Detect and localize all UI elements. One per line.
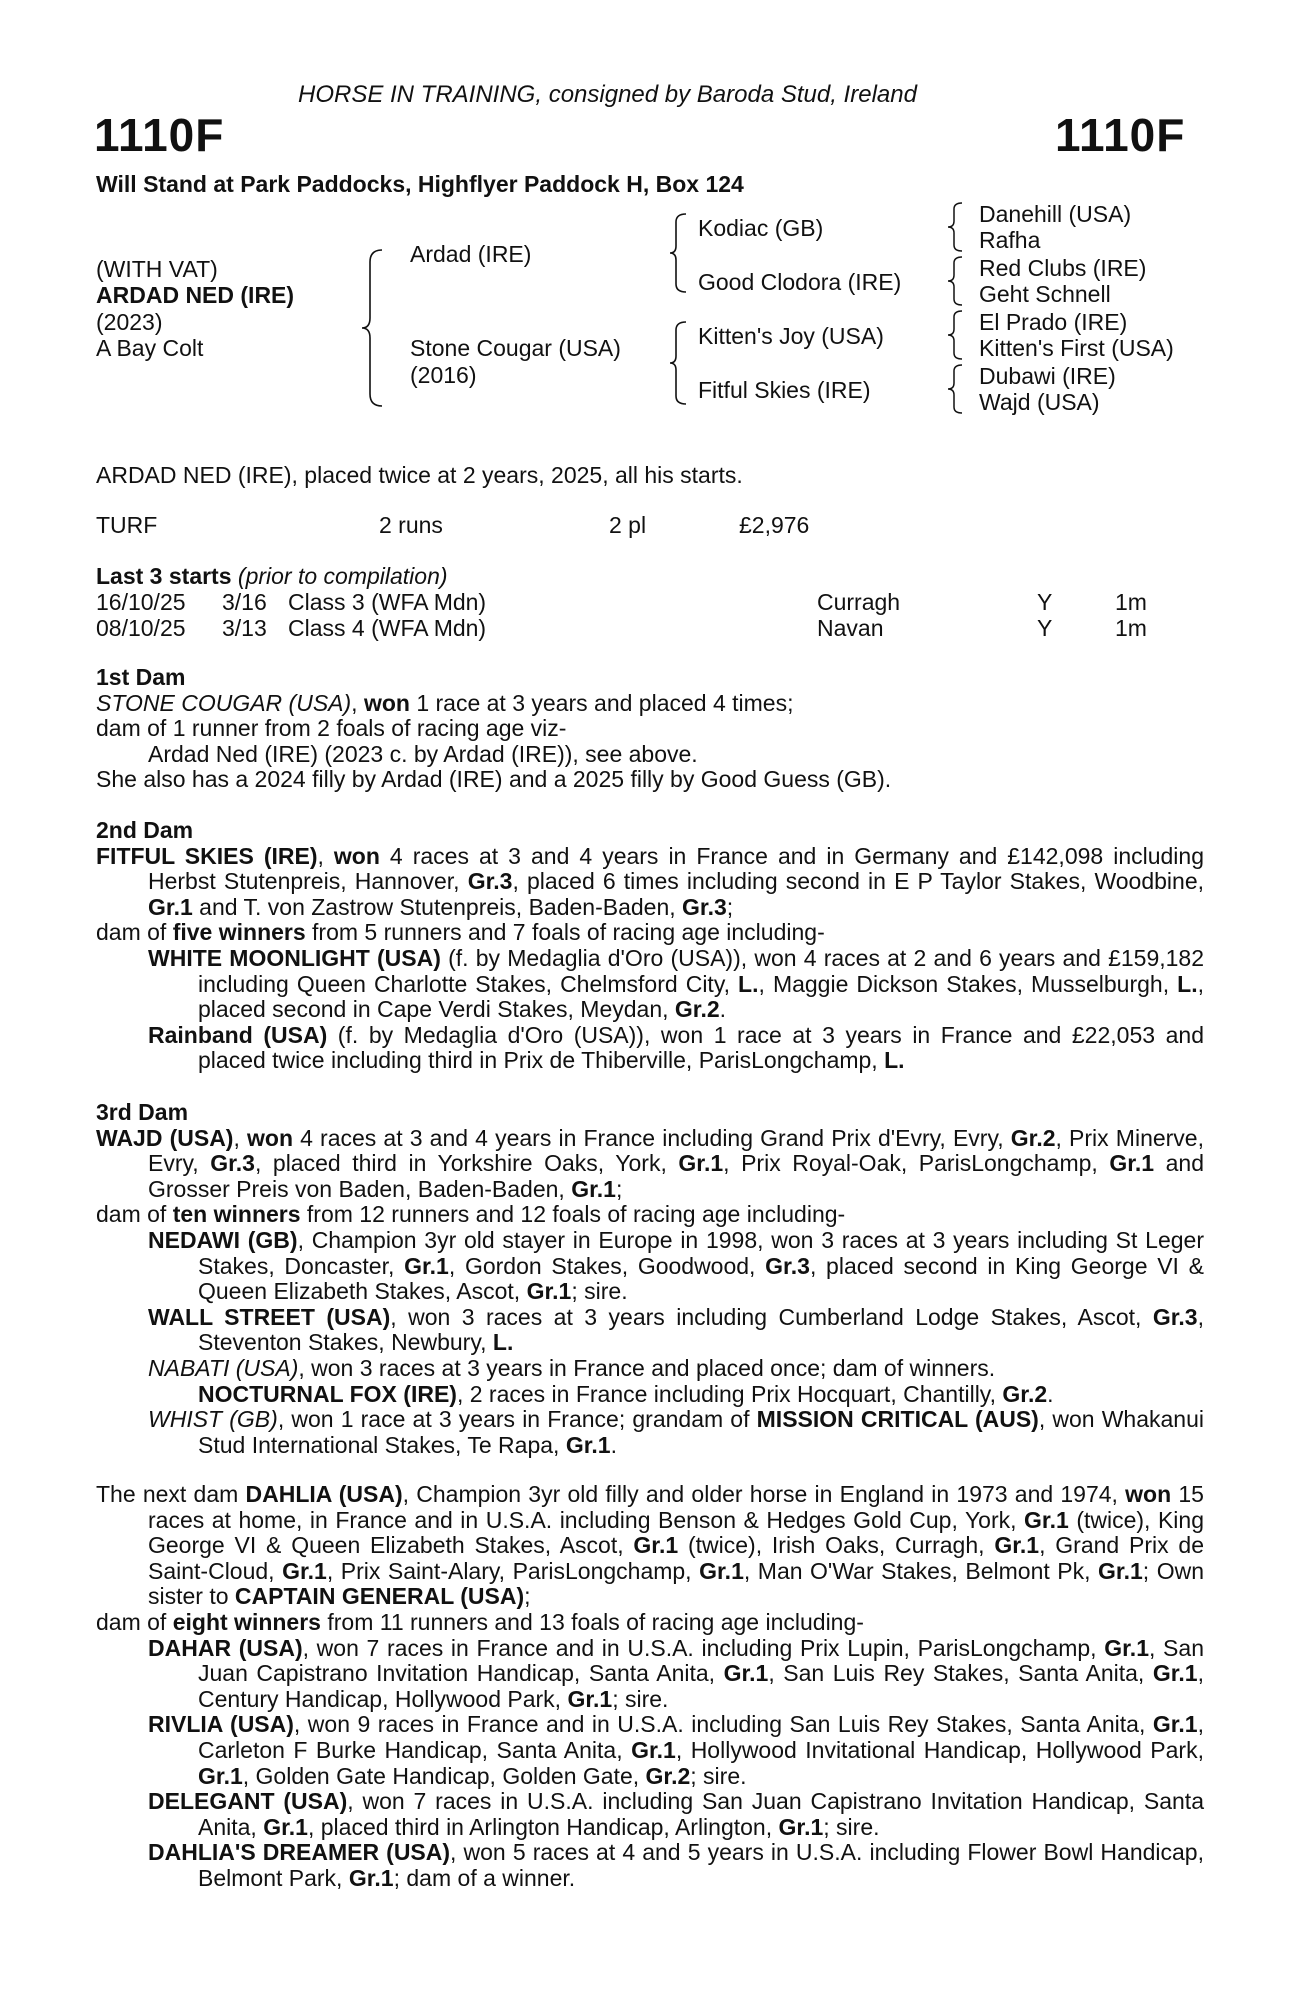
grade: Gr.1 [198,1762,243,1789]
grade: Gr.1 [567,1685,613,1712]
text: , Century Handicap, Hollywood Park, [198,1660,1204,1712]
first-dam-heading: 1st Dam [96,664,186,690]
text: , [233,1124,247,1151]
first-dam-record: 1 race at 3 years and placed 4 times; [409,689,794,716]
text: , placed second in King George VI & Queen Elizabeth Stakes, Ascot, [198,1252,1204,1305]
text: , placed third in Yorkshire Oaks, York, [254,1150,679,1177]
lot-number-right: 1110F [1055,109,1186,161]
pedigree-sire-dam: Good Clodora (IRE) [698,269,902,295]
next-dam-produce-1 [96,1636,1204,1713]
grade: Gr.2 [1002,1380,1048,1407]
third-dam-para [96,1126,1204,1203]
pedigree-g3-7: Dubawi (IRE) [979,363,1116,389]
pedigree-dam: Stone Cougar (USA) [410,335,621,361]
start-distance: 1m [1115,589,1147,615]
text: (twice), Irish Oaks, Curragh, [678,1532,995,1559]
pedigree-dam-dam: Fitful Skies (IRE) [698,377,871,403]
vat-label: (WITH VAT) [96,256,218,282]
text: ; sire. [690,1762,747,1789]
grade: Gr.3 [210,1150,255,1177]
start-class: Class 3 (WFA Mdn) [288,589,487,615]
start-position: 3/16 [222,589,267,615]
pedigree-sire: Ardad (IRE) [410,241,532,267]
grade: Gr.1 [633,1532,679,1559]
grade: L. [884,1047,905,1074]
grade: Gr.1 [571,1175,616,1202]
third-dam-heading: 3rd Dam [96,1099,189,1125]
text: from 12 runners and 12 foals of racing age including- [300,1201,846,1228]
grade: Gr.3 [467,868,513,895]
start-distance: 1m [1115,614,1147,641]
record-placed: 2 pl [609,512,647,538]
grade: Gr.1 [1152,1660,1198,1687]
grade: Gr.1 [678,1150,724,1177]
text: 4 races at 3 and 4 years in France including Grand Prix d'Evry, Evry, [293,1124,1011,1151]
last-starts-heading [96,564,448,590]
produce-name: WHIST (GB) [148,1406,278,1433]
next-dam-section [96,1482,1204,1892]
start-class: Class 4 (WFA Mdn) [288,614,487,641]
start-flag: Y [1037,614,1053,641]
third-dam-produce-4 [96,1407,1204,1458]
grade: Gr.1 [1104,1634,1149,1661]
race-summary: ARDAD NED (IRE), placed twice at 2 years, 2025, all his starts. [96,462,743,488]
produce-name: DAHAR (USA) [148,1634,303,1661]
text: , placed second in Cape Verdi Stakes, Meydan, [198,970,1204,1023]
text: , won 3 races at 3 years including Cumberland Lodge Stakes, Ascot, [390,1303,1153,1330]
grade: Gr.1 [631,1736,676,1763]
horse-name: ARDAD NED (IRE) [96,282,295,308]
grade: L. [1177,970,1198,997]
horse-year: (2023) [96,309,163,335]
dam-name: WAJD (USA) [96,1124,234,1151]
winners-count: eight winners [172,1608,321,1635]
text: (twice), King George VI & Queen Elizabeth Stakes, Ascot, [148,1506,1204,1559]
text: 4 races at 3 and 4 years in France and in Germany and £142,098 including Herbst Stutenpreis, Hannover, [148,842,1204,895]
text: ; dam of a winner. [393,1864,576,1891]
text: dam of [96,1201,173,1228]
pedigree-g3-4: Geht Schnell [979,281,1111,307]
second-dam-produce-1 [96,946,1204,1023]
pedigree-g3-5: El Prado (IRE) [979,309,1128,335]
text: and Grosser Preis von Baden, Baden-Baden, [148,1150,1205,1202]
winners-count: ten winners [172,1201,301,1228]
text: , won 5 races at 4 and 5 years in U.S.A. including Flower Bowl Handicap, Belmont Park, [198,1839,1204,1891]
last-starts-note: (prior to compilation) [237,563,448,589]
text: , placed 6 times including second in E P Taylor Stakes, Woodbine, [512,868,1205,895]
first-dam-line-1: STONE COUGAR (USA), won 1 race at 3 years and placed 4 times; [96,689,794,716]
text: , Prix Saint-Alary, ParisLongchamp, [326,1557,700,1584]
grade: Gr.1 [348,1864,394,1891]
second-dam-produce-2 [96,1023,1204,1074]
grade: Gr.1 [565,1431,611,1458]
second-dam-para [96,844,1204,921]
pedigree-brace-main [360,248,388,408]
text: , won 9 races in France and in U.S.A. including San Luis Rey Stakes, Santa Anita, [293,1711,1153,1738]
grade: Gr.1 [778,1813,824,1840]
text: ; [615,1175,623,1202]
text: , Maggie Dickson Stakes, Musselburgh, [758,970,1178,997]
text: , Hollywood Invitational Handicap, Hollywood Park, [675,1736,1204,1763]
pedigree-brace-g3-1 [946,201,966,253]
last-start-row-1 [96,590,1204,641]
text: , won 3 races at 3 years in France and placed once; dam of winners. [298,1354,996,1381]
record-surface: TURF [96,512,158,538]
produce-name: NEDAWI (GB) [148,1226,298,1253]
produce-name: RIVLIA (USA) [148,1711,294,1738]
last-starts-title: Last 3 starts [96,563,232,589]
second-dam-section [96,818,1204,1074]
grade: Gr.2 [1010,1124,1056,1151]
text: ; [726,893,734,920]
won-label: won [333,842,380,869]
pedigree-brace-g3-2 [946,255,966,307]
text: , Steventon Stakes, Newbury, [198,1303,1204,1356]
second-dam-produce-line [96,920,1204,946]
grade: Gr.1 [526,1278,572,1305]
produce-name: NABATI (USA) [148,1354,299,1381]
text: , Man O'War Stakes, Belmont Pk, [743,1557,1099,1584]
text: , won 1 race at 3 years in France; grandam of [277,1406,757,1433]
grade: Gr.1 [723,1660,769,1687]
produce-name: DELEGANT (USA) [148,1788,348,1815]
grade: Gr.1 [263,1813,308,1840]
third-dam-grandproduce-1 [96,1382,1204,1408]
grade: Gr.1 [1024,1506,1069,1533]
produce-name: Rainband (USA) [148,1021,328,1048]
text: , Champion 3yr old stayer in Europe in 1998, won 3 races at 3 years including St Leger Stakes, Doncaster, [198,1226,1204,1279]
third-dam-produce-line [96,1202,1204,1228]
grade: Gr.1 [699,1557,744,1584]
won-label: won [363,689,410,716]
pedigree-dam-year: (2016) [410,362,477,388]
text: ; sire. [823,1813,880,1840]
won-label: won [1125,1481,1172,1507]
text: , Grand Prix de Saint-Cloud, [148,1532,1204,1584]
text: . [610,1431,617,1458]
pedigree-dam-sire: Kitten's Joy (USA) [698,323,884,349]
first-dam-name: STONE COUGAR (USA) [96,689,352,716]
text: ; [524,1583,531,1610]
grade: Gr.3 [765,1252,810,1279]
dam-name: FITFUL SKIES (IRE) [96,842,318,869]
first-dam-line-4: She also has a 2024 filly by Ardad (IRE) and a 2025 filly by Good Guess (GB). [96,766,892,793]
text: , Champion 3yr old filly and older horse in England in 1973 and 1974, [402,1481,1126,1507]
grade: Gr.2 [674,996,720,1023]
grade: L. [738,970,759,997]
text: from 5 runners and 7 foals of racing age including- [305,919,825,946]
record-earnings: £2,976 [739,512,810,538]
text: , [317,842,334,869]
text: from 11 runners and 13 foals of racing age including- [320,1608,864,1635]
start-course: Curragh [817,589,901,615]
next-dam-para [96,1482,1204,1610]
next-dam-produce-4 [96,1840,1204,1891]
start-flag: Y [1037,589,1053,615]
next-dam-produce-2 [96,1712,1204,1789]
grade: Gr.1 [404,1252,449,1279]
start-course: Navan [817,614,884,641]
text: ; sire. [571,1278,628,1305]
grade: Gr.1 [1109,1150,1155,1177]
pedigree-brace-sire [668,212,690,294]
produce-name: DAHLIA'S DREAMER (USA) [148,1839,451,1866]
pedigree-g3-6: Kitten's First (USA) [979,335,1174,361]
consignment-line: HORSE IN TRAINING, consigned by Baroda Stud, Ireland [298,81,917,108]
text: , San Juan Capistrano Invitation Handicap, Santa Anita, [198,1634,1204,1687]
third-dam-section [96,1100,1204,1458]
text: , Prix Minerve, Evry, [148,1124,1204,1177]
text: , Gordon Stakes, Goodwood, [448,1252,766,1279]
text: , Prix Royal-Oak, ParisLongchamp, [723,1150,1110,1177]
pedigree-brace-g3-3 [946,309,966,361]
next-dam-produce-line [96,1610,1204,1636]
text: dam of [96,919,173,946]
lot-number-left: 1110F [94,109,225,161]
next-dam-produce-3 [96,1789,1204,1840]
pedigree-brace-g3-4 [946,363,966,415]
text: The next dam [96,1481,246,1507]
start-date: 16/10/25 [96,589,186,615]
produce-name: WHITE MOONLIGHT (USA) [148,944,441,971]
grade: L. [492,1329,514,1356]
text: , Carleton F Burke Handicap, Santa Anita, [198,1711,1204,1763]
grade: Gr.3 [682,893,727,920]
text: , Golden Gate Handicap, Golden Gate, [242,1762,646,1789]
third-dam-produce-3 [96,1356,1204,1382]
start-position: 3/13 [222,614,267,641]
text: (f. by Medaglia d'Oro (USA)), won 4 races at 2 and 6 years and £159,182 including Queen Charlotte Stakes, Chelmsford City, [198,944,1204,997]
text: dam of [96,1608,173,1635]
text: , won 7 races in France and in U.S.A. including Prix Lupin, ParisLongchamp, [302,1634,1105,1661]
text: , 2 races in France including Prix Hocquart, Chantilly, [456,1380,1003,1407]
text: . [719,996,727,1023]
third-dam-produce-2 [96,1305,1204,1356]
grade: Gr.1 [1152,1711,1198,1738]
produce-name: NOCTURNAL FOX (IRE) [198,1380,457,1407]
produce-name: WALL STREET (USA) [148,1303,391,1330]
start-date: 08/10/25 [96,614,186,641]
text: , San Luis Rey Stakes, Santa Anita, [768,1660,1153,1687]
pedigree-g3-3: Red Clubs (IRE) [979,255,1147,281]
second-dam-heading: 2nd Dam [96,817,194,843]
first-dam-line-3: Ardad Ned (IRE) (2023 c. by Ardad (IRE)), see above. [148,740,698,767]
third-dam-produce-1 [96,1228,1204,1305]
pedigree-sire-sire: Kodiac (GB) [698,215,824,241]
text: , placed third in Arlington Handicap, Arlington, [307,1813,779,1840]
pedigree-brace-dam [668,320,690,406]
horse-description: A Bay Colt [96,335,204,361]
text: ; Own sister to [148,1557,1204,1610]
sibling-name: CAPTAIN GENERAL (USA) [234,1583,525,1610]
pedigree-g3-8: Wajd (USA) [979,389,1100,415]
grade: Gr.3 [1152,1303,1198,1330]
text: . [1047,1380,1054,1407]
text: , won Whakanui Stud International Stakes, Te Rapa, [198,1406,1205,1458]
grandproduce-name: MISSION CRITICAL (AUS) [756,1406,1039,1433]
dam-name: DAHLIA (USA) [245,1481,403,1507]
text: ; sire. [612,1685,669,1712]
winners-count: five winners [172,919,306,946]
stand-location: Will Stand at Park Paddocks, Highflyer Paddock H, Box 124 [96,171,744,197]
record-runs: 2 runs [379,512,443,538]
won-label: won [247,1124,293,1151]
grade: Gr.1 [994,1532,1040,1559]
text: 15 races at home, in France and in U.S.A. including Benson & Hedges Gold Cup, York, [148,1481,1204,1533]
first-dam-section [96,665,1204,793]
grade: Gr.2 [645,1762,691,1789]
grade: Gr.1 [282,1557,327,1584]
pedigree-g3-1: Danehill (USA) [979,201,1132,227]
text: , won 7 races in U.S.A. including San Juan Capistrano Invitation Handicap, Santa Anita, [198,1788,1204,1840]
pedigree-g3-2: Rafha [979,227,1041,253]
grade: Gr.1 [1098,1557,1143,1584]
text: and T. von Zastrow Stutenpreis, Baden-Baden, [192,893,683,920]
first-dam-line-2: dam of 1 runner from 2 foals of racing age viz- [96,715,567,742]
text: (f. by Medaglia d'Oro (USA)), won 1 race at 3 years in France and £22,053 and placed twice including third in Prix de Thiberville, ParisLongchamp, [198,1021,1204,1074]
grade: Gr.1 [148,893,193,920]
